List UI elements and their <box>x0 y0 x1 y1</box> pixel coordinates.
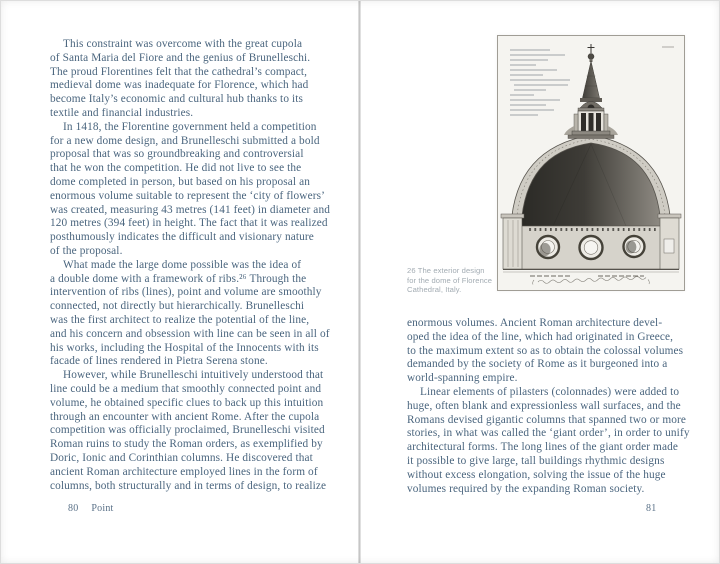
section-title: Point <box>91 503 114 514</box>
drum <box>521 226 661 269</box>
text-line: This constraint was overcome with the great cupola <box>63 38 303 50</box>
text-line: ancient Roman architecture employed lines in the form of <box>50 465 318 478</box>
cross-finial-icon <box>588 44 595 53</box>
text-line: huge, often blank and expressionless wall surfaces, and the <box>407 399 681 412</box>
text-line: become Italy’s economic and cultural hub thanks to its <box>50 93 304 106</box>
text-line: 26 The exterior design <box>407 266 485 275</box>
gallery-balustrade <box>526 228 657 232</box>
paragraph <box>407 317 707 386</box>
text-line: volumes required by the expanding Roman society. <box>407 482 645 495</box>
lantern-spire <box>583 61 600 98</box>
text-line: stories, in what was called the ‘giant order’, in order to unify <box>407 427 690 440</box>
text-line: was the first architect to realize the potential of the line, <box>50 313 310 326</box>
text-line: facade of lines rendered in Pietra Serena stone. <box>50 355 268 368</box>
lantern <box>564 44 618 139</box>
text-line: enormous volume suitable to represent the ‘city of flowers’ <box>50 189 325 202</box>
text-line: What made the large dome possible was the idea of <box>63 258 302 271</box>
text-line: textile and financial industries. <box>50 106 194 119</box>
text-line: posthumously indicates the difficult and visionary nature <box>50 231 314 244</box>
page-number: 81 <box>646 503 657 514</box>
right-wall-section <box>658 214 681 269</box>
text-line: enormous volumes. Ancient Roman architecture devel- <box>407 317 663 329</box>
text-line: Cathedral, Italy. <box>407 285 462 295</box>
oculus-left <box>537 236 559 258</box>
paragraph <box>50 121 358 259</box>
oculus-center <box>580 236 603 259</box>
text-line: without excess elongation, solving the issue of the huge <box>407 468 666 481</box>
text-line: it possible to give large, tall buildings rhythmic designs <box>407 454 665 467</box>
text-line: for a new dome design, and Brunelleschi submitted a bold <box>50 134 320 147</box>
engraving-script-title <box>533 277 650 285</box>
text-line: of the proposal. <box>50 244 123 257</box>
text-line: connected, not directly but hierarchically. Brunelleschi <box>50 300 305 313</box>
text-line: However, while Brunelleschi intuitively understood that <box>63 369 324 382</box>
text-line: for the dome of Florence <box>407 275 493 285</box>
paragraph <box>407 386 707 496</box>
right-text-column <box>407 317 707 496</box>
text-line: line could be a medium that smoothly connected point and <box>50 382 322 395</box>
text-line: proposal that was so groundbreaking and controversial <box>50 148 304 161</box>
text-line: competition was officially proclaimed, Brunelleschi visited <box>50 424 325 437</box>
text-line: world-spanning empire. <box>407 372 518 385</box>
text-line: 120 metres (394 feet) in height. The fact that it was realized <box>50 217 328 230</box>
text-line: a double dome with a framework of ribs.²⁶ Through the <box>50 272 307 285</box>
engraving-legend <box>510 50 570 115</box>
text-line: demanded by the society of Rome as it burgeoned into a <box>407 358 668 371</box>
text-line: was created, measuring 43 metres (141 feet) in diameter and <box>50 203 330 216</box>
text-line: through an encounter with ancient Rome. After the cupola <box>50 410 320 423</box>
lantern-ball <box>588 54 594 60</box>
text-line: that he won the competition. He did not live to see the <box>50 162 302 175</box>
dome-engraving-figure <box>497 35 685 291</box>
text-line: architectural forms. The long lines of the giant order made <box>407 441 679 454</box>
text-line: volume, he obtained specific clues to back up this intuition <box>50 396 324 409</box>
text-line: medieval dome was inadequate for Florence, which had <box>50 79 309 92</box>
page-gutter <box>358 0 361 564</box>
text-line: and his concern and obsession with line can be seen in all of <box>50 327 330 340</box>
right-page-footer <box>646 503 656 514</box>
page-number: 80 <box>68 503 79 514</box>
text-line: Romans devised gigantic columns that spanned two or more <box>407 413 687 426</box>
text-line: Doric, Ionic and Corinthian columns. He discovered that <box>50 451 313 464</box>
text-line: his works, including the Hospital of the Innocents with its <box>50 341 319 354</box>
text-line: dome completed in person, but based on his proposal an <box>50 175 310 188</box>
text-line: to the maximum extent so as to obtain the colossal volumes <box>407 344 684 357</box>
left-page-footer <box>68 503 114 514</box>
dome-engraving-art <box>498 36 684 290</box>
text-line: oped the idea of the line, which had originated in Greece, <box>407 330 674 343</box>
text-line: of Santa Maria del Fiore and the genius of Brunelleschi. <box>50 51 311 64</box>
left-wall-section <box>501 214 524 269</box>
text-line: The proud Florentines felt that the cathedral’s compact, <box>50 65 308 78</box>
dome-section <box>511 135 671 226</box>
paragraph <box>50 259 358 369</box>
text-line: intervention of ribs (lines), point and volume are smoothly <box>50 286 322 299</box>
figure-caption <box>407 266 502 295</box>
text-line: In 1418, the Florentine government held a competition <box>63 120 317 133</box>
left-text-column <box>50 38 358 493</box>
text-line: Linear elements of pilasters (colonnades) were added to <box>420 385 680 398</box>
text-line: Roman ruins to study the Roman orders, as exemplified by <box>50 438 323 451</box>
paragraph <box>50 38 358 121</box>
paragraph <box>50 369 358 493</box>
oculus-right <box>624 236 645 257</box>
base-platform <box>503 270 679 277</box>
text-line: columns, both structurally and in terms of design, to realize <box>50 479 327 492</box>
